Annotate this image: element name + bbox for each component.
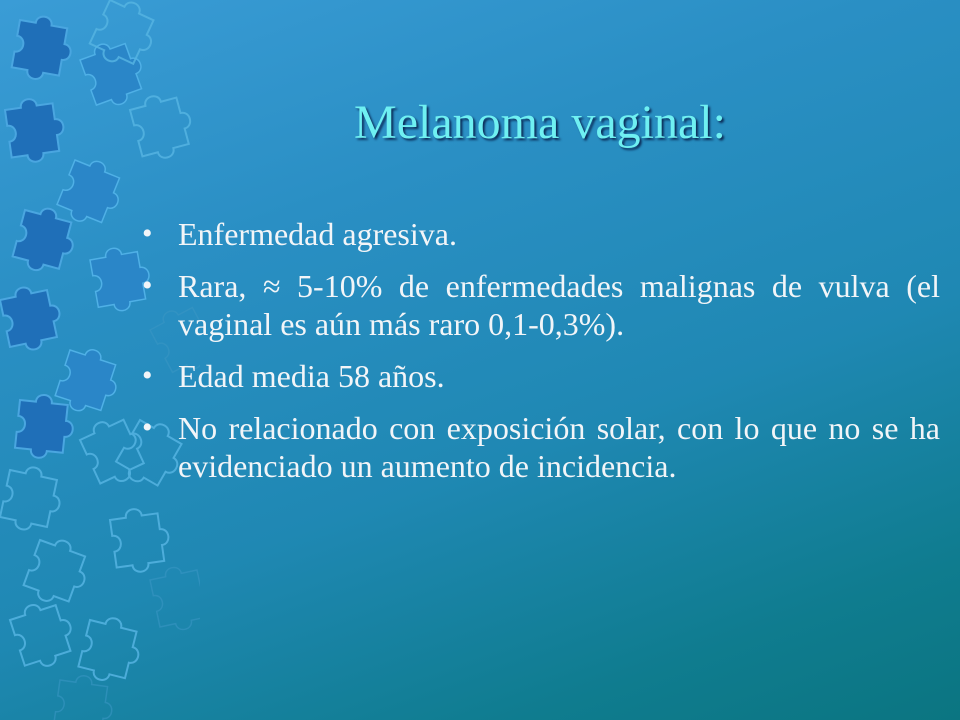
bullet-text: Rara, ≈ 5-10% de enfermedades malignas de vulva (el vaginal es aún más raro 0,1-0,3%). <box>178 268 940 342</box>
bullet-item <box>140 409 940 485</box>
bullet-item <box>140 357 940 395</box>
slide-title: Melanoma vaginal: <box>354 96 726 149</box>
bullet-dot-icon: • <box>142 411 153 444</box>
bullet-text: No relacionado con exposición solar, con lo que no se ha evidenciado un aumento de incidencia. <box>178 410 940 484</box>
bullet-item <box>140 215 940 253</box>
bullet-item <box>140 267 940 343</box>
bullet-list <box>140 215 940 499</box>
bullet-dot-icon: • <box>142 217 153 250</box>
bullet-dot-icon: • <box>142 359 153 392</box>
bullet-text: Edad media 58 años. <box>178 358 445 394</box>
bullet-text: Enfermedad agresiva. <box>178 216 457 252</box>
bullet-dot-icon: • <box>142 269 153 302</box>
